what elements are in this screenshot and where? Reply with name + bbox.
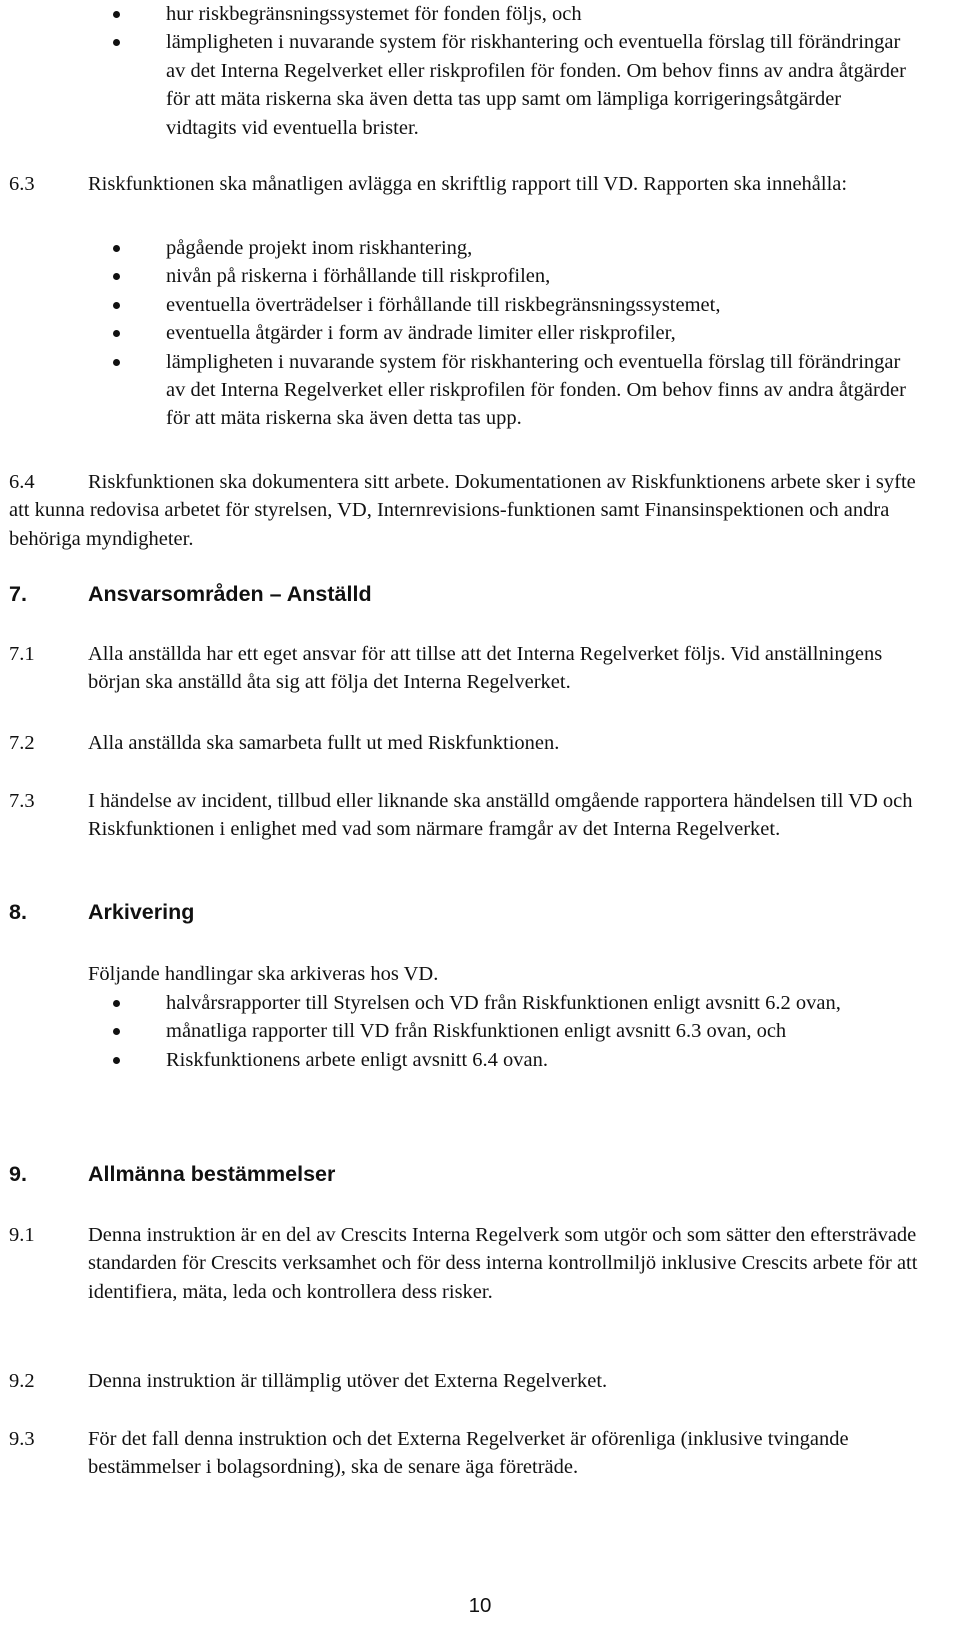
section-number: 9.1 (9, 1224, 35, 1246)
section-number: 9.2 (9, 1370, 35, 1392)
heading-number: 7. (9, 582, 27, 606)
list-item: eventuella åtgärder i form av ändrade limiter eller riskprofiler, (113, 319, 913, 347)
s8-bullet-list (113, 989, 913, 1074)
s6-3-bullet-list (113, 234, 913, 433)
section-text: Alla anställda ska samarbeta fullt ut med Riskfunktionen. (88, 732, 560, 754)
bullet-icon (113, 330, 120, 337)
bullet-icon (113, 245, 120, 252)
heading-title: Allmänna bestämmelser (88, 1162, 336, 1186)
section-number: 7.3 (9, 790, 35, 812)
heading-8 (9, 898, 195, 926)
bullet-icon (113, 1000, 120, 1007)
bullet-icon (113, 11, 120, 18)
section-text: För det fall denna instruktion och det Externa Regelverket är oförenliga (inklusive tvingande bestämmelser i bolagsordning), ska de senare äga företräde. (88, 1428, 849, 1479)
list-item: Riskfunktionens arbete enligt avsnitt 6.4 ovan. (113, 1046, 913, 1074)
section-number: 9.3 (9, 1428, 35, 1450)
section-number: 6.4 (9, 471, 35, 493)
heading-title: Arkivering (88, 900, 195, 924)
bullet-icon (113, 1057, 120, 1064)
list-item: eventuella överträdelser i förhållande till riskbegränsningssystemet, (113, 291, 913, 319)
list-item: månatliga rapporter till VD från Riskfunktionen enligt avsnitt 6.3 ovan, och (113, 1017, 913, 1045)
list-item: hur riskbegränsningssystemet för fonden följs, och (113, 0, 913, 28)
bullet-icon (113, 359, 120, 366)
heading-7 (9, 580, 372, 608)
heading-title: Ansvarsområden – Anställd (88, 582, 372, 606)
list-item: lämpligheten i nuvarande system för riskhantering och eventuella förslag till förändringar av det Interna Regelverket eller riskprofilen för fonden. Om behov finns av andra åtgärder för att mäta riskerna ska även detta tas upp samt om lämpliga korrigeringsåtgärder vidtagits vid eventuella brister. (113, 28, 913, 142)
section-text: Denna instruktion är en del av Crescits Interna Regelverk som utgör och som sätter den eftersträvade standarden för Crescits verksamhet och för dess interna kontrollmiljö inklusive Crescits arbete för att identifiera, mäta, leda och kontrollera dess risker. (88, 1224, 918, 1303)
bullet-icon (113, 39, 120, 46)
section-text: Denna instruktion är tillämplig utöver det Externa Regelverket. (88, 1370, 608, 1392)
list-item: nivån på riskerna i förhållande till riskprofilen, (113, 262, 913, 290)
section-number: 6.3 (9, 173, 35, 195)
heading-number: 8. (9, 900, 27, 924)
bullet-icon (113, 273, 120, 280)
page-number: 10 (468, 1594, 492, 1617)
bullet-icon (113, 1028, 120, 1035)
section-8-intro: Följande handlingar ska arkiveras hos VD. (88, 963, 439, 985)
top-bullet-list (113, 0, 913, 142)
section-number: 7.1 (9, 643, 35, 665)
bullet-icon (113, 302, 120, 309)
section-text: Riskfunktionen ska dokumentera sitt arbete. Dokumentationen av Riskfunktionens arbete sker i syfte att kunna redovisa arbetet för styrelsen, VD, Internrevisions-funktionen samt Finansinspektionen och andra behöriga myndigheter. (9, 471, 916, 550)
list-item: lämpligheten i nuvarande system för riskhantering och eventuella förslag till förändringar av det Interna Regelverket eller riskprofilen för fonden. Om behov finns av andra åtgärder för att mäta riskerna ska även detta tas upp. (113, 348, 913, 433)
section-text: Riskfunktionen ska månatligen avlägga en skriftlig rapport till VD. Rapporten ska innehålla: (88, 173, 848, 195)
list-item: halvårsrapporter till Styrelsen och VD från Riskfunktionen enligt avsnitt 6.2 ovan, (113, 989, 913, 1017)
section-text: I händelse av incident, tillbud eller liknande ska anställd omgående rapportera händelsen till VD och Riskfunktionen i enlighet med vad som närmare framgår av det Interna Regelverket. (88, 790, 913, 841)
heading-9 (9, 1160, 336, 1188)
list-item: pågående projekt inom riskhantering, (113, 234, 913, 262)
section-text: Alla anställda har ett eget ansvar för att tillse att det Interna Regelverket följs. Vid anställningens början ska anställd åta sig att följa det Interna Regelverket. (88, 643, 883, 694)
section-number: 7.2 (9, 732, 35, 754)
heading-number: 9. (9, 1162, 27, 1186)
